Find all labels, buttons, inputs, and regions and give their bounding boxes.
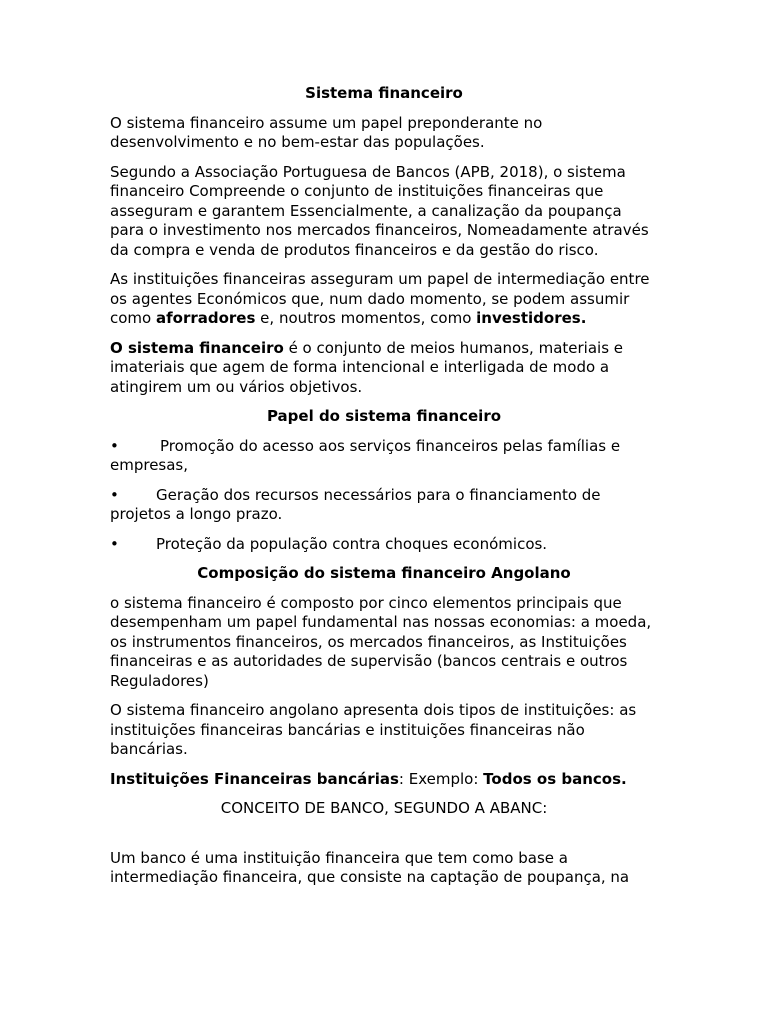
blank-line <box>110 829 658 849</box>
definition-paragraph <box>110 339 658 398</box>
document-page <box>110 84 658 898</box>
intermediation-paragraph <box>110 270 658 329</box>
composition-paragraph: o sistema financeiro é composto por cinco elementos principais que desempenham um papel fundamental nas nossas economias: a moeda, os instrumentos financeiros, os mercados financeiros, as Instituições financeiras e as autoridades de supervisão (bancos centrais e outros Reguladores) <box>110 593 652 690</box>
intermediation-text-2: e, noutros momentos, como <box>255 309 477 327</box>
angolan-types-paragraph: O sistema financeiro angolano apresenta dois tipos de instituições: as instituições financeiras bancárias e instituições financeiras não bancárias. <box>110 701 637 758</box>
role-item-text: Geração dos recursos necessários para o financiamento de projetos a longo prazo. <box>110 485 601 523</box>
banking-example: Todos os bancos. <box>483 769 627 788</box>
bank-definition-paragraph: Um banco é uma instituição financeira que tem como base a intermediação financeira, que consiste na captação de poupança, na <box>110 848 630 886</box>
role-heading: Papel do sistema financeiro <box>266 407 502 425</box>
bullet-icon: • <box>110 485 119 504</box>
investidores-term: investidores. <box>476 309 587 327</box>
bullet-icon: • <box>110 534 119 553</box>
definition-term: O sistema financeiro <box>110 338 284 357</box>
bullet-icon: • <box>110 436 119 455</box>
role-item-text: Proteção da população contra choques económicos. <box>156 534 548 553</box>
role-item <box>110 486 658 525</box>
definition-text: é o conjunto de meios humanos, materiais e imateriais que agem de forma intencional e interligada de modo a atingirem um ou vários objetivos. <box>110 338 624 396</box>
aforradores-term: aforradores <box>155 309 256 327</box>
intro-paragraph: O sistema financeiro assume um papel preponderante no desenvolvimento e no bem-estar das populações. <box>110 113 543 151</box>
intermediation-text-1: As instituições financeiras asseguram um papel de intermediação entre os agentes Económicos que, num dado momento, se podem assumir como <box>110 270 650 327</box>
composition-heading: Composição do sistema financeiro Angolano <box>197 564 571 582</box>
apb-paragraph: Segundo a Associação Portuguesa de Bancos (APB, 2018), o sistema financeiro Compreende o conjunto de instituições financeiras que asseguram e garantem Essencialmente, a canalização da poupança para o investimento nos mercados financeiros, Nomeadamente através da compra e venda de produtos financeiros e da gestão do risco. <box>110 162 649 259</box>
banking-paragraph <box>110 770 658 790</box>
banking-term: Instituições Financeiras bancárias <box>110 769 399 788</box>
banking-text: : Exemplo: <box>398 769 484 788</box>
document-title: Sistema financeiro <box>305 84 463 102</box>
role-item <box>110 535 658 555</box>
role-item-text: Promoção do acesso aos serviços financeiros pelas famílias e empresas, <box>110 436 621 474</box>
concept-heading: CONCEITO DE BANCO, SEGUNDO A ABANC: <box>220 799 548 817</box>
role-item <box>110 437 658 476</box>
